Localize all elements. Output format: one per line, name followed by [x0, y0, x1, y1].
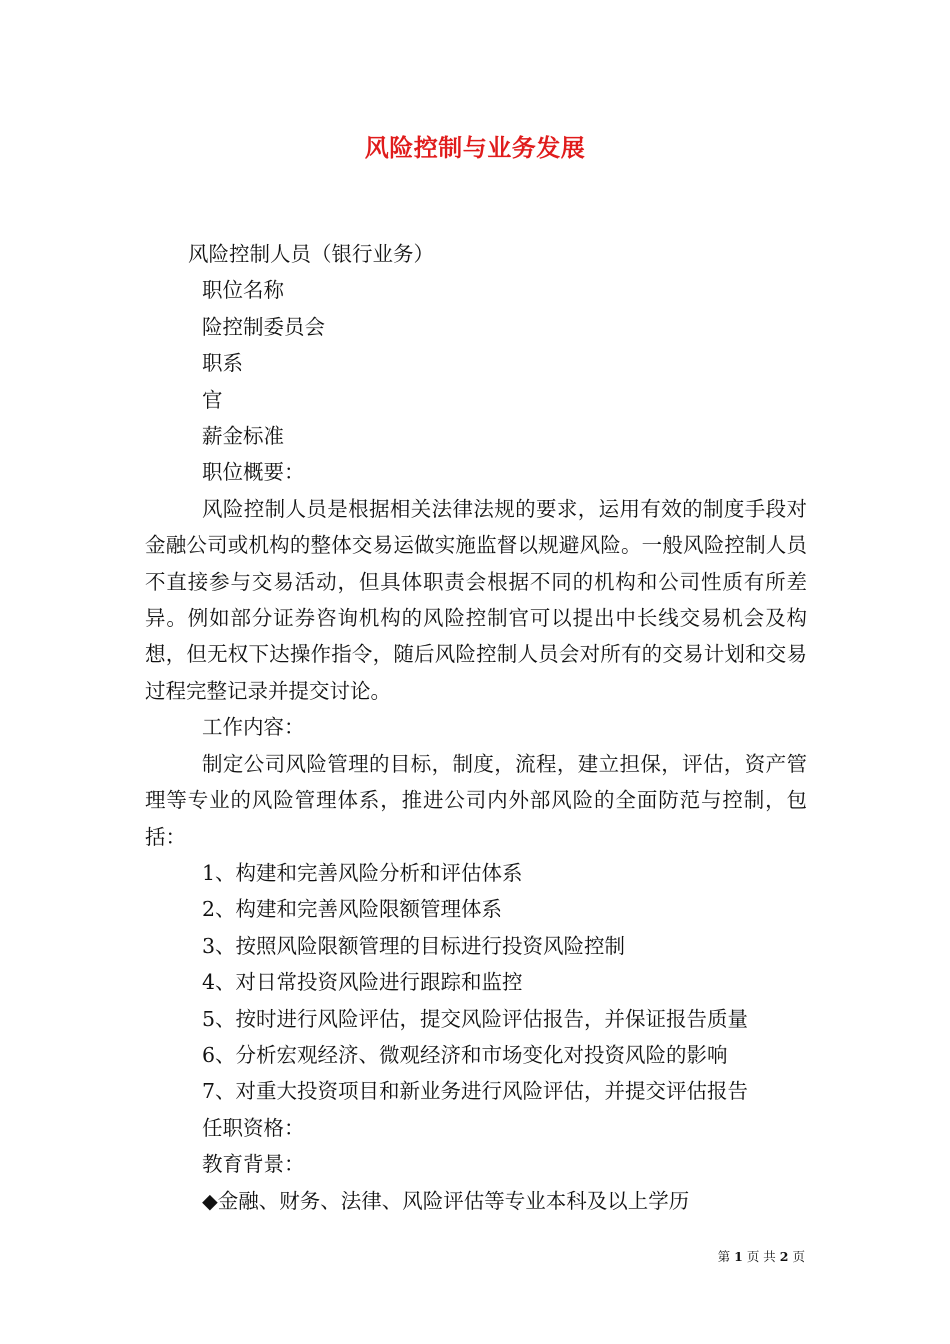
education-heading: 教育背景：	[202, 1152, 305, 1177]
list-item: 2、构建和完善风险限额管理体系	[202, 897, 503, 922]
role-line: 风险控制人员（银行业务）	[188, 242, 434, 266]
job-series-label: 职系	[202, 351, 243, 376]
qualification-heading: 任职资格：	[202, 1115, 305, 1140]
work-paragraph: 制定公司风险管理的目标，制度，流程，建立担保，评估，资产管理等专业的风险管理体系，推进公司内外部风险的全面防范与控制，包括：	[145, 751, 807, 849]
list-item: 6、分析宏观经济、微观经济和市场变化对投资风险的影响	[202, 1042, 728, 1067]
footer-prefix: 第	[717, 1249, 731, 1264]
list-item: 1、构建和完善风险分析和评估体系	[202, 860, 523, 885]
document-body	[145, 236, 807, 1219]
list-item: 4、对日常投资风险进行跟踪和监控	[202, 970, 523, 995]
education-item: ◆金融、财务、法律、风险评估等专业本科及以上学历	[202, 1188, 690, 1213]
footer-page-number: 1	[734, 1249, 743, 1264]
footer-suffix: 页	[792, 1249, 805, 1264]
salary-label: 薪金标准	[202, 424, 284, 449]
page-footer	[718, 1247, 805, 1265]
committee-line: 险控制委员会	[202, 314, 325, 339]
list-item: 7、对重大投资项目和新业务进行风险评估，并提交评估报告	[202, 1079, 749, 1104]
summary-paragraph: 风险控制人员是根据相关法律法规的要求，运用有效的制度手段对金融公司或机构的整体交易运做实施监督以规避风险。一般风险控制人员不直接参与交易活动，但具体职责会根据不同的机构和公司性质有所差异。例如部分证券咨询机构的风险控制官可以提出中长线交易机会及构想，但无权下达操作指令，随后风险控制人员会对所有的交易计划和交易过程完整记录并提交讨论。	[145, 496, 807, 703]
footer-total-pages: 2	[779, 1249, 789, 1264]
list-item: 3、按照风险限额管理的目标进行投资风险控制	[202, 933, 626, 958]
summary-heading: 职位概要：	[202, 460, 305, 485]
work-heading: 工作内容：	[202, 715, 305, 740]
position-name-label: 职位名称	[202, 278, 284, 303]
document-title: 风险控制与业务发展	[364, 133, 586, 162]
footer-mid: 页 共	[746, 1249, 776, 1264]
officer-line: 官	[202, 387, 223, 412]
list-item: 5、按时进行风险评估，提交风险评估报告，并保证报告质量	[202, 1006, 749, 1031]
